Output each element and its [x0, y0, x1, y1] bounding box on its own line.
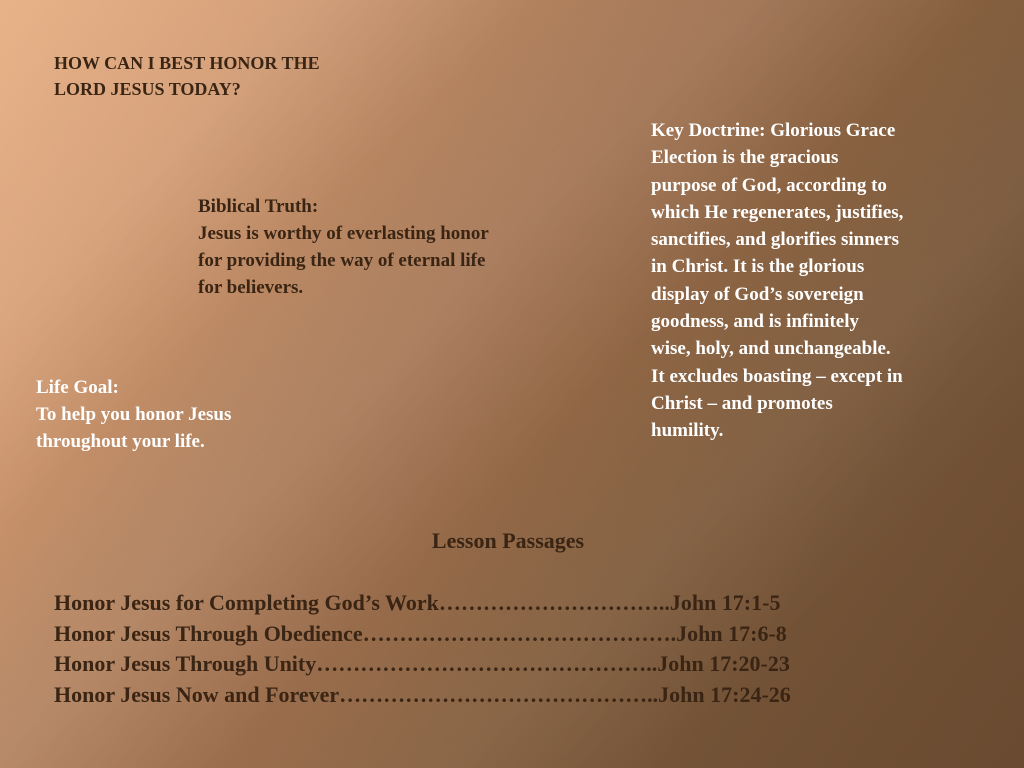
life-goal-line: throughout your life.	[36, 431, 205, 452]
biblical-truth-line: for providing the way of eternal life	[198, 250, 486, 271]
key-doctrine-block	[651, 117, 996, 445]
biblical-truth-line: Jesus is worthy of everlasting honor	[198, 223, 489, 244]
key-doctrine-line: which He regenerates, justifies,	[651, 201, 904, 223]
biblical-truth-block	[198, 193, 598, 301]
lesson-passage-item: Honor Jesus Through Obedience…………………………………….John 17:6-8	[54, 620, 787, 646]
key-doctrine-line: It excludes boasting – except in	[651, 365, 903, 387]
slide-title-line-2: LORD JESUS TODAY?	[54, 79, 241, 99]
life-goal-line: To help you honor Jesus	[36, 404, 232, 425]
lesson-passages-heading: Lesson Passages	[431, 528, 585, 553]
slide-title-line-1: HOW CAN I BEST HONOR THE	[54, 53, 320, 73]
key-doctrine-line: humility.	[651, 420, 724, 442]
slide-title	[54, 50, 434, 102]
lesson-passage-item: Honor Jesus for Completing God’s Work…………………………..John 17:1-5	[54, 590, 781, 615]
lesson-passage-item: Honor Jesus Through Unity………………………………………..John 17:20-23	[54, 651, 790, 676]
biblical-truth-heading: Biblical Truth:	[198, 196, 319, 217]
key-doctrine-line: display of God’s sovereign	[651, 283, 864, 305]
biblical-truth-line: for believers.	[198, 277, 304, 298]
key-doctrine-line: Election is the gracious	[651, 147, 839, 169]
key-doctrine-line: sanctifies, and glorifies sinners	[651, 229, 900, 251]
key-doctrine-line: Key Doctrine: Glorious Grace	[651, 120, 896, 141]
key-doctrine-line: Christ – and promotes	[651, 392, 833, 414]
life-goal-block	[36, 374, 336, 455]
key-doctrine-line: in Christ. It is the glorious	[651, 256, 865, 278]
lesson-passages-list	[54, 588, 1004, 710]
key-doctrine-line: purpose of God, according to	[651, 174, 887, 196]
key-doctrine-line: goodness, and is infinitely	[651, 311, 859, 333]
life-goal-heading: Life Goal:	[36, 377, 119, 398]
lesson-passage-item: Honor Jesus Now and Forever……………………………………..John 17:24-26	[54, 681, 791, 707]
key-doctrine-line: wise, holy, and unchangeable.	[651, 338, 891, 360]
